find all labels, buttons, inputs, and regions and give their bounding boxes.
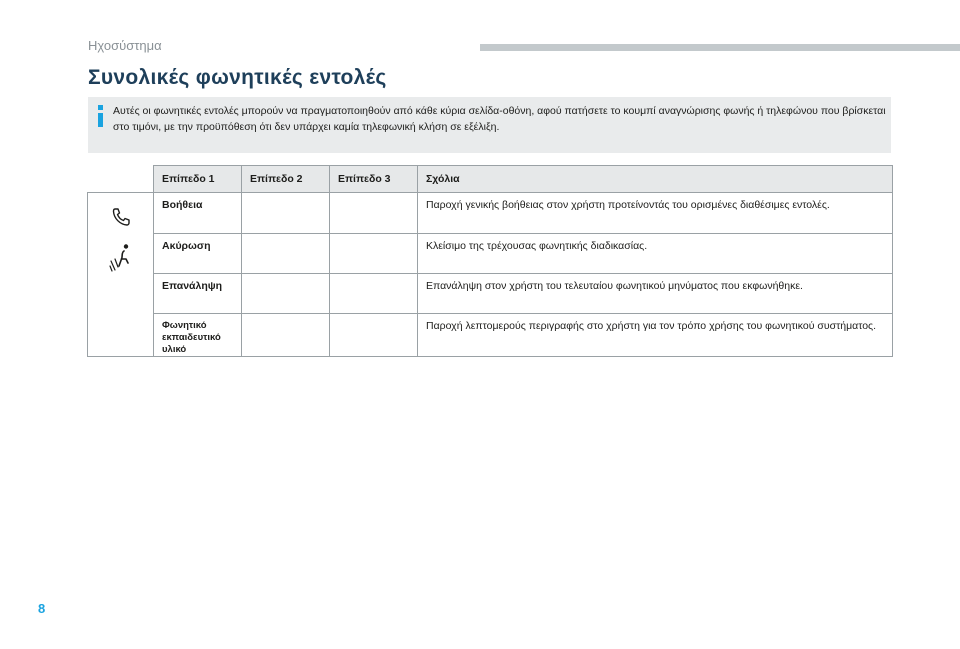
cell-level1: Βοήθεια — [154, 193, 242, 234]
table-row — [88, 314, 893, 357]
cell-level1-line: εκπαιδευτικό υλικό — [162, 332, 221, 355]
table-row — [88, 234, 893, 274]
table-header-level3: Επίπεδο 3 — [330, 166, 418, 193]
page-number: 8 — [38, 601, 46, 616]
info-text — [113, 103, 886, 135]
cell-comment: Επανάληψη στον χρήστη του τελευταίου φωνητικού μηνύματος που εκφωνήθηκε. — [418, 274, 893, 314]
page-title: Συνολικές φωνητικές εντολές — [88, 66, 387, 89]
info-text-line: Αυτές οι φωνητικές εντολές μπορούν να πραγματοποιηθούν από κάθε κύρια σελίδα-οθόνη, αφού πατήσετε το κουμπί αναγνώρισης φωνής ή τηλεφώνου που βρίσκεται — [113, 105, 886, 117]
cell-level1-line: Φωνητικό — [162, 320, 207, 331]
cell-level2 — [242, 193, 330, 234]
cell-level1: Επανάληψη — [154, 274, 242, 314]
voice-commands-table — [87, 165, 893, 357]
phone-icon — [111, 207, 131, 227]
section-bar — [480, 44, 960, 51]
info-text-line: στο τιμόνι, με την προϋπόθεση ότι δεν υπάρχει καμία τηλεφωνική κλήση σε εξέλιξη. — [113, 121, 500, 133]
section-label: Ηχοσύστημα — [88, 38, 162, 53]
cell-level3 — [330, 234, 418, 274]
table-row — [88, 193, 893, 234]
cell-level2 — [242, 274, 330, 314]
cell-comment: Παροχή γενικής βοήθειας στον χρήστη προτείνοντάς του ορισμένες διαθέσιμες εντολές. — [418, 193, 893, 234]
table-header-level2: Επίπεδο 2 — [242, 166, 330, 193]
voice-command-icon — [109, 243, 135, 273]
cell-comment: Κλείσιμο της τρέχουσας φωνητικής διαδικασίας. — [418, 234, 893, 274]
cell-level3 — [330, 193, 418, 234]
cell-level3 — [330, 314, 418, 357]
table-header-row — [88, 166, 893, 193]
table-icons-cell — [88, 193, 154, 357]
table-header-comments: Σχόλια — [418, 166, 893, 193]
cell-level1: Ακύρωση — [154, 234, 242, 274]
cell-level1 — [154, 314, 242, 357]
cell-level2 — [242, 234, 330, 274]
table-row — [88, 274, 893, 314]
info-icon — [94, 104, 106, 126]
table-header-level1: Επίπεδο 1 — [154, 166, 242, 193]
cell-level2 — [242, 314, 330, 357]
cell-comment: Παροχή λεπτομερούς περιγραφής στο χρήστη για τον τρόπο χρήσης του φωνητικού συστήματος. — [418, 314, 893, 357]
cell-level3 — [330, 274, 418, 314]
table-header-blank — [88, 166, 154, 193]
